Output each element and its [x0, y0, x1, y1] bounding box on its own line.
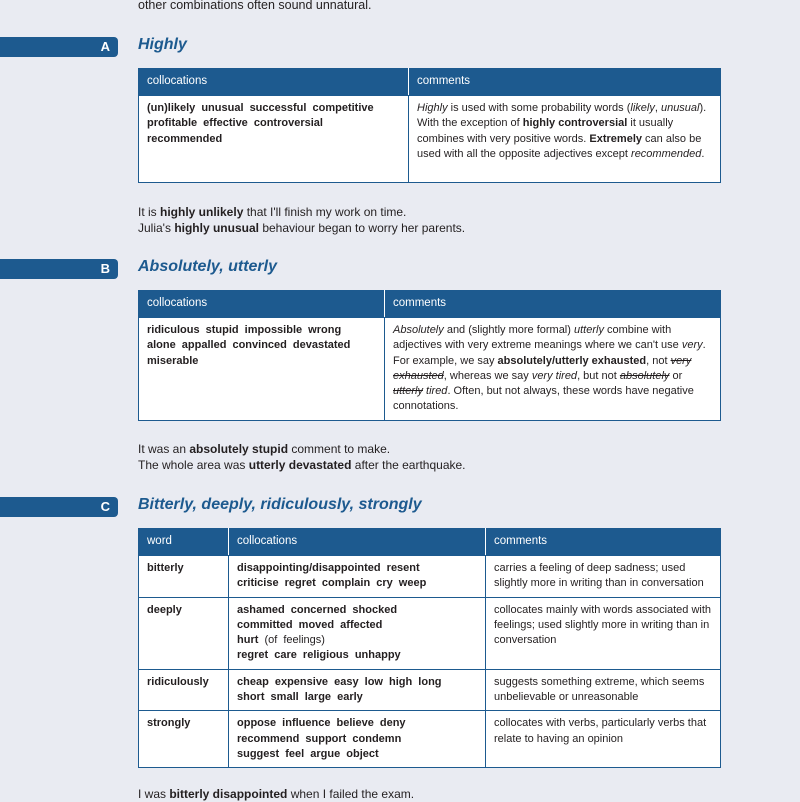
- comment-italic: very: [681, 339, 703, 352]
- collocations-cell: [229, 556, 486, 598]
- collocation-line: miserable: [147, 354, 199, 367]
- section-a-title: Highly: [138, 36, 187, 53]
- word-cell: strongly: [139, 711, 229, 768]
- word-cell: ridiculously: [139, 669, 229, 711]
- comments-cell: [385, 318, 721, 421]
- collocation-line: (un)likely unusual successful competitive: [147, 102, 374, 114]
- section-a-table: [138, 68, 721, 183]
- table-header-row: [139, 529, 721, 556]
- collocation-line: profitable effective controversial: [147, 117, 323, 130]
- comment-italic: recommended: [631, 147, 702, 160]
- section-b-table: [138, 290, 721, 421]
- comment-italic: unusual: [660, 102, 700, 114]
- collocation-line: suggest feel argue object: [237, 747, 379, 760]
- comment-strikethrough: very exhausted: [393, 354, 692, 382]
- table-row: [139, 96, 721, 183]
- collocation-line: ashamed concerned shocked: [237, 603, 398, 616]
- collocation-line: committed moved affected: [237, 618, 383, 631]
- section-b-tab: B: [0, 259, 118, 279]
- comment-text: and (slightly more formal): [443, 324, 574, 336]
- comment-text: or: [669, 369, 683, 382]
- header-comments: comments: [409, 69, 721, 96]
- example-text: Julia's: [138, 221, 175, 235]
- collocation-line: disappointing/disappointed resent: [237, 562, 420, 574]
- comment-text: ). With the exception of: [417, 102, 707, 130]
- table-header-row: [139, 291, 721, 318]
- example-text: after the earthquake.: [351, 458, 466, 472]
- comments-cell: carries a feeling of deep sadness; used slightly more in writing than in conversation: [486, 556, 721, 598]
- example-text: comment to make.: [288, 442, 391, 456]
- comments-cell: [409, 96, 721, 183]
- example-text: that I'll finish my work on time.: [243, 205, 407, 219]
- section-c-tab: C: [0, 497, 118, 517]
- comment-strikethrough: absolutely: [619, 369, 670, 382]
- comment-italic: very tired: [531, 369, 578, 382]
- comment-italic: utterly: [573, 324, 604, 336]
- section-a-tab: A: [0, 37, 118, 57]
- table-row: [139, 669, 721, 711]
- word-cell: bitterly: [139, 556, 229, 598]
- collocations-cell: [229, 711, 486, 768]
- collocations-cell: [139, 96, 409, 183]
- table-row: [139, 318, 721, 421]
- collocation-line: alone appalled convinced devastated: [147, 339, 351, 352]
- example-sentence: [138, 220, 465, 236]
- header-comments: comments: [486, 529, 721, 556]
- example-sentence: [138, 204, 465, 220]
- example-text: I was: [138, 787, 170, 801]
- collocation-line: recommend support condemn: [237, 732, 402, 745]
- example-text: when I failed the exam.: [287, 787, 415, 801]
- comment-text: .: [701, 147, 705, 160]
- comment-bold: highly controversial: [522, 117, 628, 130]
- collocation-line: [237, 633, 477, 648]
- header-collocations: collocations: [139, 291, 385, 318]
- comment-text: combine with adjectives with very extreme meanings where we can't use: [393, 324, 682, 352]
- collocation-note: (of feelings): [264, 634, 325, 647]
- comment-text: is used with some probability words (: [447, 102, 631, 114]
- example-bold: highly unusual: [174, 221, 259, 235]
- header-comments: comments: [385, 291, 721, 318]
- comment-italic: Absolutely: [393, 324, 444, 336]
- section-c-title: Bitterly, deeply, ridiculously, strongly: [138, 496, 422, 513]
- table-row: [139, 711, 721, 768]
- comment-italic: tired: [426, 385, 448, 398]
- collocations-cell: [229, 597, 486, 669]
- header-collocations: collocations: [139, 69, 409, 96]
- example-sentence: [138, 457, 466, 473]
- collocations-cell: [139, 318, 385, 421]
- collocation-line: criticise regret complain cry weep: [237, 577, 427, 590]
- example-bold: highly unlikely: [160, 205, 244, 219]
- collocation-line: recommended: [147, 132, 223, 145]
- collocations-cell: [229, 669, 486, 711]
- example-text: It was an: [138, 442, 190, 456]
- collocation-line: ridiculous stupid impossible wrong: [147, 324, 342, 336]
- example-text: The whole area was: [138, 458, 249, 472]
- comment-text: , but not: [577, 369, 620, 382]
- comment-text: ,: [654, 102, 661, 114]
- table-header-row: [139, 69, 721, 96]
- comments-cell: collocates mainly with words associated with feelings; used slightly more in writing than in conversation: [486, 597, 721, 669]
- section-a-examples: [138, 204, 465, 236]
- comment-strikethrough: utterly: [393, 385, 423, 398]
- section-b-title: Absolutely, utterly: [138, 258, 277, 275]
- comment-text: , not: [646, 354, 671, 367]
- comment-text: . Often, but not always, these words have negative connotations.: [393, 385, 694, 413]
- collocation-word: hurt: [237, 634, 259, 647]
- comment-text: . For example, we say: [393, 339, 706, 367]
- section-c-table: [138, 528, 721, 768]
- example-bold: bitterly disappointed: [169, 787, 288, 801]
- comment-italic: likely: [630, 102, 655, 114]
- table-row: [139, 556, 721, 598]
- comments-cell: suggests something extreme, which seems unbelievable or unreasonable: [486, 669, 721, 711]
- comment-italic: Highly: [417, 102, 448, 114]
- comments-cell: collocates with verbs, particularly verbs that relate to having an opinion: [486, 711, 721, 768]
- section-b-examples: [138, 441, 466, 473]
- example-text: behaviour began to worry her parents.: [258, 221, 466, 235]
- example-text: It is: [138, 205, 161, 219]
- comment-text: , whereas we say: [443, 369, 532, 382]
- word-cell: deeply: [139, 597, 229, 669]
- example-sentence: [138, 441, 466, 457]
- comment-text: it usually combines with very positive words.: [417, 117, 674, 145]
- example-bold: absolutely stupid: [189, 442, 289, 456]
- collocation-line: oppose influence believe deny: [237, 717, 406, 730]
- header-collocations: collocations: [229, 529, 486, 556]
- comment-bold: Extremely: [589, 132, 642, 145]
- comment-bold: absolutely/utterly exhausted: [497, 354, 647, 367]
- example-bold: utterly devastated: [248, 458, 352, 472]
- intro-text: other combinations often sound unnatural.: [138, 0, 372, 12]
- header-word: word: [139, 529, 229, 556]
- collocation-line: cheap expensive easy low high long: [237, 675, 442, 688]
- table-row: [139, 597, 721, 669]
- collocation-line: short small large early: [237, 691, 363, 704]
- collocation-line: regret care religious unhappy: [237, 649, 401, 662]
- comment-text: can also be used with all the opposite adjectives except: [417, 132, 702, 160]
